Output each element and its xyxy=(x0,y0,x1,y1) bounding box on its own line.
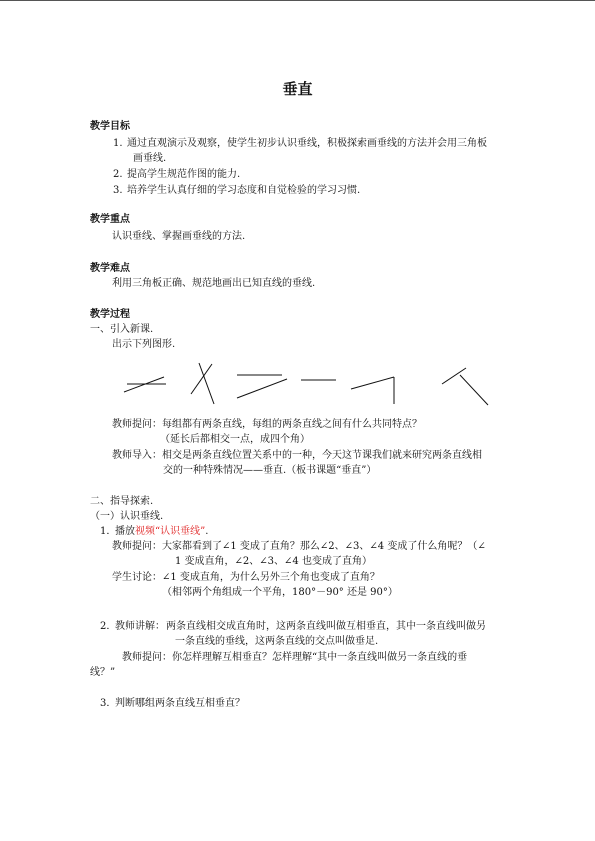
step-2-question-line2: 线？” xyxy=(90,667,116,678)
goals-heading: 教学目标 xyxy=(90,121,130,132)
teacher-intro-label: 教师导入： xyxy=(112,450,162,461)
step-1-question-line1: 大家都看到了∠1 变成了直角？那么∠2、∠3、∠4 变成了什么角呢？（∠ xyxy=(162,541,486,552)
goal-1-line1: 通过直观演示及观察，使学生初步认识垂线，积极探索画垂线的方法并会用三角板 xyxy=(127,138,487,149)
step-2-line2: 一条直线的垂线，这两条直线的交点叫做垂足. xyxy=(175,636,379,647)
part-1-heading: 一、引入新课. xyxy=(90,324,154,335)
teacher-question-label: 教师提问： xyxy=(112,419,162,430)
pair-3-line-b xyxy=(237,379,287,398)
teacher-intro-line2: 交的一种特殊情况——垂直.（板书课题“垂直”） xyxy=(163,465,377,476)
video-link[interactable]: 视频“认识垂线” xyxy=(135,526,206,537)
pair-2-line-a xyxy=(199,363,214,404)
student-discussion-line2: （相邻两个角组成一个平角，180°－90° 还是 90°） xyxy=(162,587,398,598)
step-3-text: 判断哪组两条直线互相垂直？ xyxy=(115,698,245,709)
key-points-heading: 教学重点 xyxy=(90,214,130,225)
step-1-number: 1． xyxy=(100,526,117,537)
student-discussion-line1: ∠1 变成直角，为什么另外三个角也变成了直角？ xyxy=(162,572,380,583)
goal-2-number: 2. xyxy=(113,169,123,180)
goal-2-text: 提高学生规范作图的能力. xyxy=(127,169,241,180)
teacher-question-answer: （延长后都相交一点，成四个角） xyxy=(160,434,310,445)
step-1-question-label: 教师提问： xyxy=(112,541,162,552)
step-2-question-line1: 教师提问：你怎样理解互相垂直？怎样理解“其中一条直线叫做另一条直线的垂 xyxy=(122,652,468,663)
key-points-text: 认识垂线、掌握画垂线的方法. xyxy=(112,231,246,242)
step-2-number: 2． xyxy=(100,621,117,632)
step-3-number: 3． xyxy=(100,698,117,709)
goal-1-number: 1. xyxy=(113,138,123,149)
part-2-heading: 二、指导探索. xyxy=(90,496,154,507)
goal-3-text: 培养学生认真仔细的学习态度和自觉检验的学习习惯. xyxy=(127,185,361,196)
difficulty-heading: 教学难点 xyxy=(90,263,130,274)
show-figures-text: 出示下列图形. xyxy=(112,339,176,350)
step-1-text: 播放视频“认识垂线”. xyxy=(115,526,209,537)
page-title: 垂直 xyxy=(282,80,313,98)
step-2-line1: 两条直线相交成直角时，这两条直线叫做互相垂直，其中一条直线叫做另 xyxy=(166,621,486,632)
section-1-heading: （一）认识垂线. xyxy=(90,511,164,522)
step-1-question-line2: 1 变成直角，∠2、∠3、∠4 也变成了直角） xyxy=(175,556,372,567)
pair-6-line-b xyxy=(460,375,488,405)
goal-3-number: 3. xyxy=(113,185,123,196)
teacher-intro-line1: 相交是两条直线位置关系中的一种，今天这节课我们就来研究两条直线相 xyxy=(162,450,482,461)
teacher-question-text: 每组都有两条直线，每组的两条直线之间有什么共同特点？ xyxy=(162,419,422,430)
student-discussion-label: 学生讨论： xyxy=(112,572,162,583)
pair-5-line-a xyxy=(351,377,394,389)
difficulty-text: 利用三角板正确、规范地画出已知直线的垂线. xyxy=(112,278,316,289)
step-2-label: 教师讲解： xyxy=(115,621,165,632)
goal-1-line2: 画垂线. xyxy=(133,153,167,164)
process-heading: 教学过程 xyxy=(90,309,130,320)
pair-6-line-a xyxy=(442,368,466,384)
